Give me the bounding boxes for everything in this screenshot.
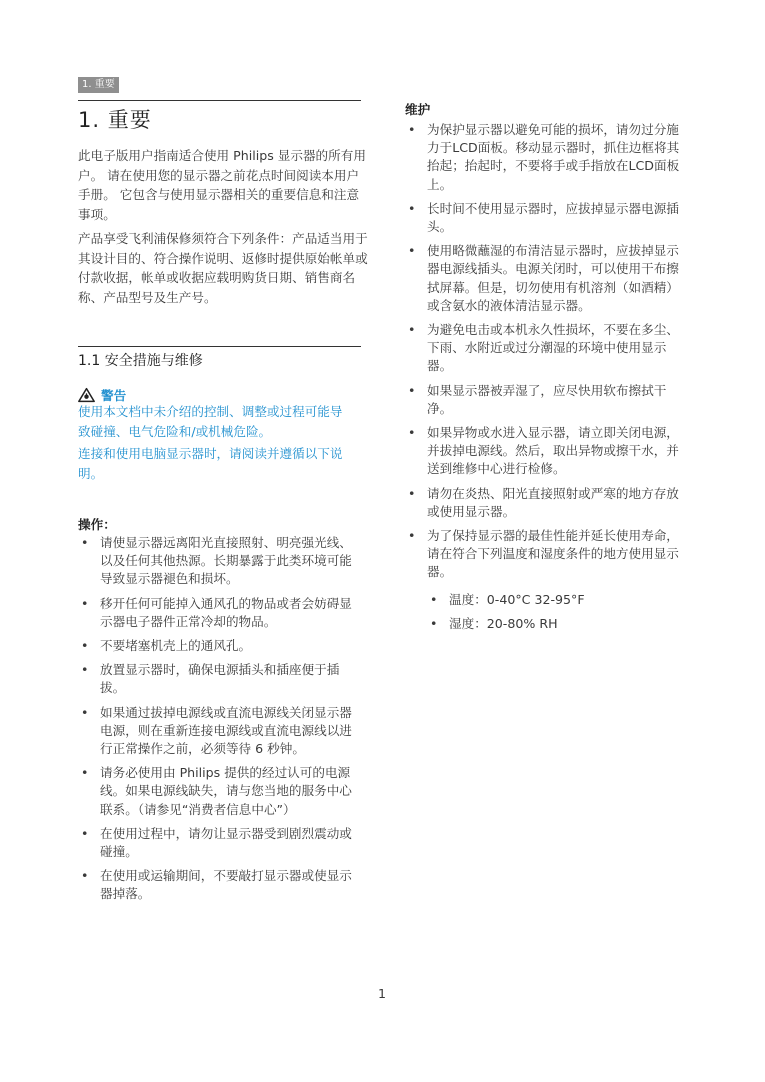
list-item: • 如果异物或水进入显示器，请立即关闭电源，并拔掉电源线。然后，取出异物或擦干水，并送到维修中心进行检修。 [405,424,687,479]
title-rule [78,100,361,101]
list-item: • 长时间不使用显示器时，应拔掉显示器电源插头。 [405,200,687,236]
warning-text-1: 使用本文档中未介绍的控制、调整或过程可能导致碰撞、电气危险和/或机械危险。 [78,404,343,439]
maintenance-list [405,121,687,588]
warning-icon [78,387,95,403]
page-number: 1 [378,986,387,1001]
list-item: • 如果通过拔掉电源线或直流电源线关闭显示器电源，则在重新连接电源线或直流电源线以进行正常操作之前，必须等待 6 秒钟。 [78,704,360,759]
list-item: • 使用略微蘸湿的布清洁显示器时，应拔掉显示器电源线插头。电源关闭时，可以使用干布擦拭屏幕。但是，切勿使用有机溶剂（如酒精）或含氨水的液体清洁显示器。 [405,242,687,315]
list-item: • 请务必使用由 Philips 提供的经过认可的电源线。如果电源线缺失，请与您当地的服务中心联系。（请参见“消费者信息中心”） [78,764,360,819]
condition-temperature: • 温度：0-40°C 32-95°F [427,591,667,609]
operation-list [78,534,360,910]
warning-label: 警告 [101,388,127,403]
intro-paragraph-1: 此电子版用户指南适合使用 Philips 显示器的所有用户。 请在使用您的显示器之前花点时间阅读本用户手册。 它包含与使用显示器相关的重要信息和注意事项。 [78,148,366,222]
section-rule [78,346,361,347]
page-title: 1. 重要 [78,108,152,132]
condition-humidity: • 湿度：20-80% RH [427,615,667,633]
list-item: • 如果显示器被弄湿了，应尽快用软布擦拭干净。 [405,382,687,418]
section-tag: 1. 重要 [78,77,119,93]
list-item: • 为避免电击或本机永久性损坏，不要在多尘、下雨、水附近或过分潮湿的环境中使用显示器。 [405,321,687,376]
list-item: • 为了保持显示器的最佳性能并延长使用寿命，请在符合下列温度和湿度条件的地方使用显示器。 [405,527,687,582]
list-item: • 在使用过程中，请勿让显示器受到剧烈震动或碰撞。 [78,825,360,861]
section-title: 1.1 安全措施与维修 [78,353,203,369]
conditions-list [427,591,667,639]
warning-text-2: 连接和使用电脑显示器时，请阅读并遵循以下说明。 [78,446,343,481]
list-item: • 放置显示器时，确保电源插头和插座便于插拔。 [78,661,360,697]
list-item: • 移开任何可能掉入通风孔的物品或者会妨碍显示器电子器件正常冷却的物品。 [78,595,360,631]
operation-title: 操作： [78,517,116,532]
maintenance-title: 维护 [405,102,431,117]
list-item: • 请使显示器远离阳光直接照射、明亮强光线、以及任何其他热源。长期暴露于此类环境可能导致显示器褪色和损坏。 [78,534,360,589]
intro-paragraph-2: 产品享受飞利浦保修须符合下列条件：产品适当用于其设计目的、符合操作说明、返修时提供原始帐单或付款收据，帐单或收据应载明购货日期、销售商名称、产品型号及生产号。 [78,231,368,305]
list-item: • 不要堵塞机壳上的通风孔。 [78,637,360,655]
list-item: • 请勿在炎热、阳光直接照射或严寒的地方存放或使用显示器。 [405,485,687,521]
list-item: • 为保护显示器以避免可能的损坏，请勿过分施力于LCD面板。移动显示器时，抓住边框将其抬起；抬起时，不要将手或手指放在LCD面板上。 [405,121,687,194]
list-item: • 在使用或运输期间，不要敲打显示器或使显示器掉落。 [78,867,360,903]
